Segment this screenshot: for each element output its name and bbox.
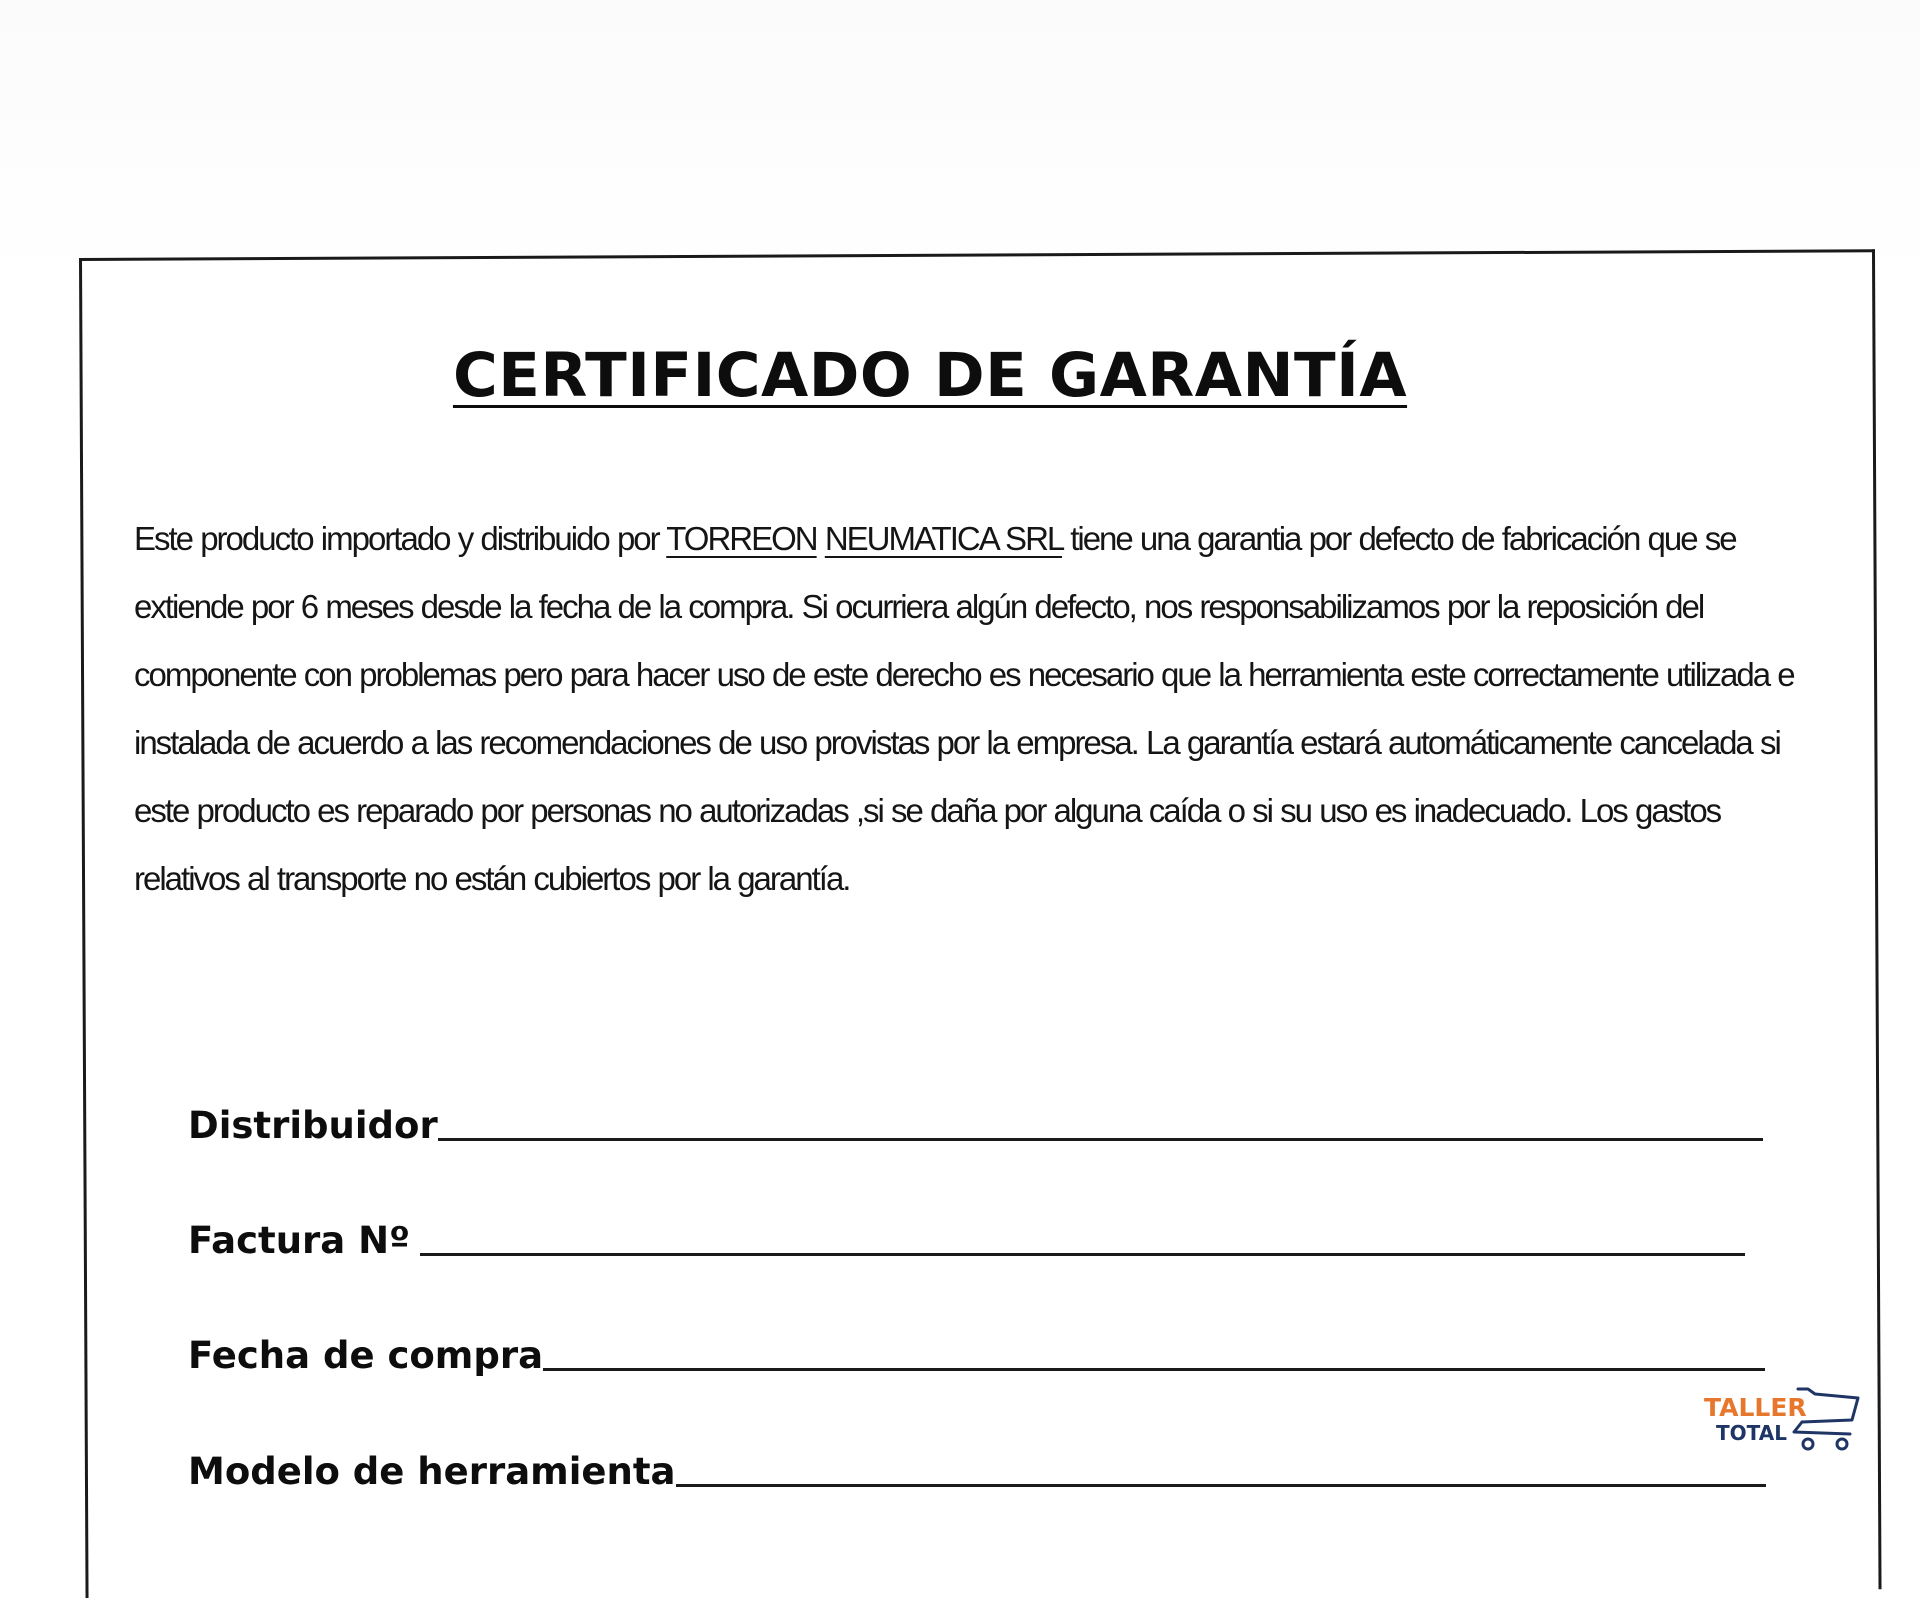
fecha-label: Fecha de compra xyxy=(188,1334,544,1377)
distribuidor-label: Distribuidor xyxy=(188,1104,438,1147)
modelo-label: Modelo de herramienta xyxy=(188,1450,676,1493)
certificate-border xyxy=(79,249,1882,1598)
company-name-part1: TORREON xyxy=(666,520,817,557)
fecha-field xyxy=(188,1334,1765,1377)
factura-label: Factura Nº xyxy=(188,1219,410,1262)
fecha-input-line[interactable] xyxy=(543,1368,1765,1371)
paragraph-body: tiene una garantia por defecto de fabricación que se extiende por 6 meses desde la fecha de la compra. Si ocurriera algún defecto, nos responsabilizamos por la reposición del componente con problemas pero para hacer uso de este derecho es necesario que la herramienta este correctamente utilizada e instalada de acuerdo a las recomendaciones de uso provistas por la empresa. La garantía estará automáticamente cancelada si este producto es reparado por personas no autorizadas ,si se daña por alguna caída o si su uso es inadecuado. Los gastos relativos al transporte no están cubiertos por la garantía. xyxy=(134,520,1794,897)
paragraph-lead: Este producto importado y distribuido por xyxy=(134,520,667,557)
factura-field xyxy=(188,1219,1745,1262)
taller-total-logo xyxy=(1702,1380,1862,1460)
factura-input-line[interactable] xyxy=(420,1253,1745,1256)
distribuidor-field xyxy=(188,1104,1763,1147)
company-name-part2: NEUMATICA SRL xyxy=(824,520,1063,557)
warranty-paragraph xyxy=(134,505,1824,913)
cart-icon xyxy=(1702,1380,1862,1460)
modelo-field xyxy=(188,1450,1766,1493)
certificate-title-text: CERTIFICADO DE GARANTÍA xyxy=(452,340,1408,411)
logo-line1: TALLER xyxy=(1704,1393,1807,1422)
distribuidor-input-line[interactable] xyxy=(438,1138,1763,1141)
modelo-input-line[interactable] xyxy=(676,1484,1766,1487)
certificate-title xyxy=(0,340,1860,411)
logo-line2: TOTAL xyxy=(1716,1421,1787,1445)
